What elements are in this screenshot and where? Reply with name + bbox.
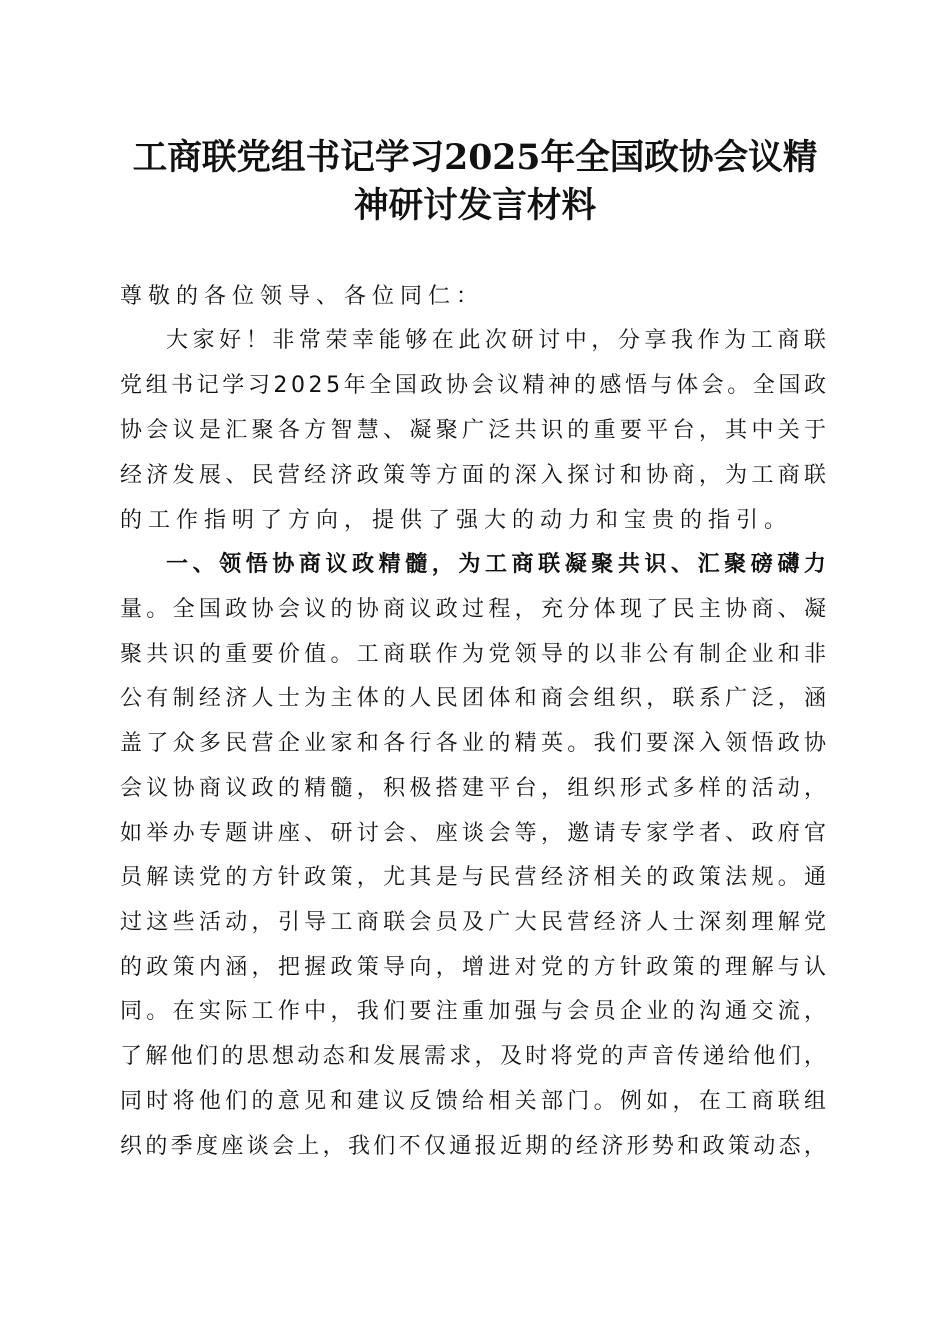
body-line: 过这些活动，引导工商联会员及广大民营经济人士深刻理解党 [120,910,831,935]
body-line: 大家好！非常荣幸能够在此次研讨中，分享我作为工商联 [166,328,831,353]
body-line: 量。全国政协会议的协商议政过程，充分体现了民主协商、凝 [120,597,831,622]
body-line: 盖了众多民营企业家和各行各业的精英。我们要深入领悟政协 [120,731,831,756]
body-line: 的政策内涵，把握政策导向，增进对党的方针政策的理解与认 [120,955,831,980]
body-line: 聚共识的重要价值。工商联作为党领导的以非公有制企业和非 [120,642,831,667]
document-title-line-2: 神研讨发言材料 [353,185,597,226]
section-heading-line: 一、领悟协商议政精髓，为工商联凝聚共识、汇聚磅礴力 [166,552,831,577]
body-line: 员解读党的方针政策，尤其是与民营经济相关的政策法规。通 [120,865,831,890]
body-line: 同。在实际工作中，我们要注重加强与会员企业的沟通交流， [120,999,831,1024]
body-line: 公有制经济人士为主体的人民团体和商会组织，联系广泛，涵 [120,686,831,711]
document-title-line-1: 工商联党组书记学习2025年全国政协会议精 [132,137,818,178]
body-line: 党组书记学习2025年全国政协会议精神的感悟与体会。全国政 [120,373,830,398]
body-line: 同时将他们的意见和建议反馈给相关部门。例如，在工商联组 [120,1089,831,1114]
body-line: 经济发展、民营经济政策等方面的深入探讨和协商，为工商联 [120,463,831,488]
body-line: 织的季度座谈会上，我们不仅通报近期的经济形势和政策动态， [120,1134,830,1159]
body-line: 了解他们的思想动态和发展需求，及时将党的声音传递给他们， [120,1044,830,1069]
salutation: 尊敬的各位领导、各位同仁： [120,284,485,309]
body-line: 的工作指明了方向，提供了强大的动力和宝贵的指引。 [120,508,793,533]
body-line: 如举办专题讲座、研讨会、座谈会等，邀请专家学者、政府官 [120,821,831,846]
body-line: 协会议是汇聚各方智慧、凝聚广泛共识的重要平台，其中关于 [120,418,831,443]
body-line: 会议协商议政的精髓，积极搭建平台，组织形式多样的活动， [120,776,831,801]
